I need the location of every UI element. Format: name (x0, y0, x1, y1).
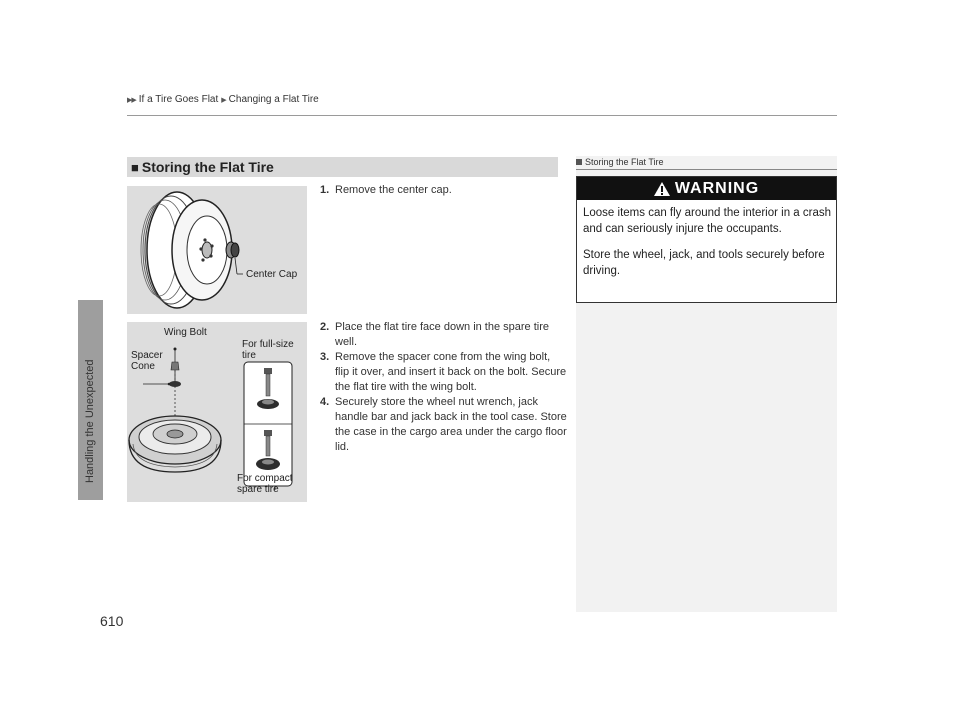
list-item (320, 395, 567, 455)
warning-triangle-icon (654, 182, 670, 196)
sidebar-heading (576, 157, 664, 167)
warning-header (577, 177, 836, 200)
tire-side-illustration (127, 186, 307, 314)
step-number: 2. (320, 321, 330, 333)
warning-box (576, 176, 837, 303)
page-number: 610 (100, 613, 124, 629)
step-number: 1. (320, 184, 330, 196)
figure-spare-well (127, 322, 307, 502)
list-item (320, 320, 567, 350)
spacer-cone-label: Spacer Cone (131, 350, 163, 372)
step-text: Securely store the wheel nut wrench, jack handle bar and jack back in the tool case. Store the case in the cargo area under the cargo floor lid. (335, 396, 567, 453)
double-triangle-right-icon: ▶▶ (127, 96, 136, 104)
warning-title: WARNING (674, 179, 760, 197)
square-icon (576, 159, 582, 165)
warning-paragraph-2: Store the wheel, jack, and tools securely before driving. (583, 249, 825, 277)
breadcrumb-part-2[interactable]: Changing a Flat Tire (228, 94, 319, 105)
breadcrumb (127, 94, 319, 105)
figure-center-cap (127, 186, 307, 314)
square-icon: ■ (131, 159, 139, 175)
warning-body (583, 205, 833, 289)
step-number: 3. (320, 351, 330, 363)
step-number: 4. (320, 396, 330, 408)
center-cap-label: Center Cap (246, 269, 298, 280)
compact-spare-label: For compact spare tire (237, 473, 293, 495)
triangle-right-icon: ▶ (221, 96, 226, 104)
list-item (320, 350, 567, 395)
wing-bolt-label: Wing Bolt (164, 327, 207, 338)
warning-paragraph-1: Loose items can fly around the interior in a crash and can seriously injure the occupants. (583, 207, 832, 235)
section-header (127, 157, 558, 177)
sidebar-heading-text: Storing the Flat Tire (585, 157, 664, 167)
chapter-label: Handling the Unexpected (84, 359, 96, 483)
list-item (320, 183, 567, 198)
step-text: Place the flat tire face down in the spare tire well. (335, 321, 550, 348)
full-size-tire-label: For full-size tire (242, 339, 294, 361)
step-list-2 (320, 320, 567, 455)
sidebar-divider (576, 169, 837, 170)
step-text: Remove the spacer cone from the wing bolt, flip it over, and insert it back on the bolt. Secure the flat tire with the wing bolt. (335, 351, 567, 393)
breadcrumb-part-1[interactable]: If a Tire Goes Flat (138, 94, 219, 105)
section-title: Storing the Flat Tire (141, 159, 274, 175)
step-list-1 (320, 183, 567, 198)
step-text: Remove the center cap. (335, 184, 452, 196)
header-divider (127, 115, 837, 116)
